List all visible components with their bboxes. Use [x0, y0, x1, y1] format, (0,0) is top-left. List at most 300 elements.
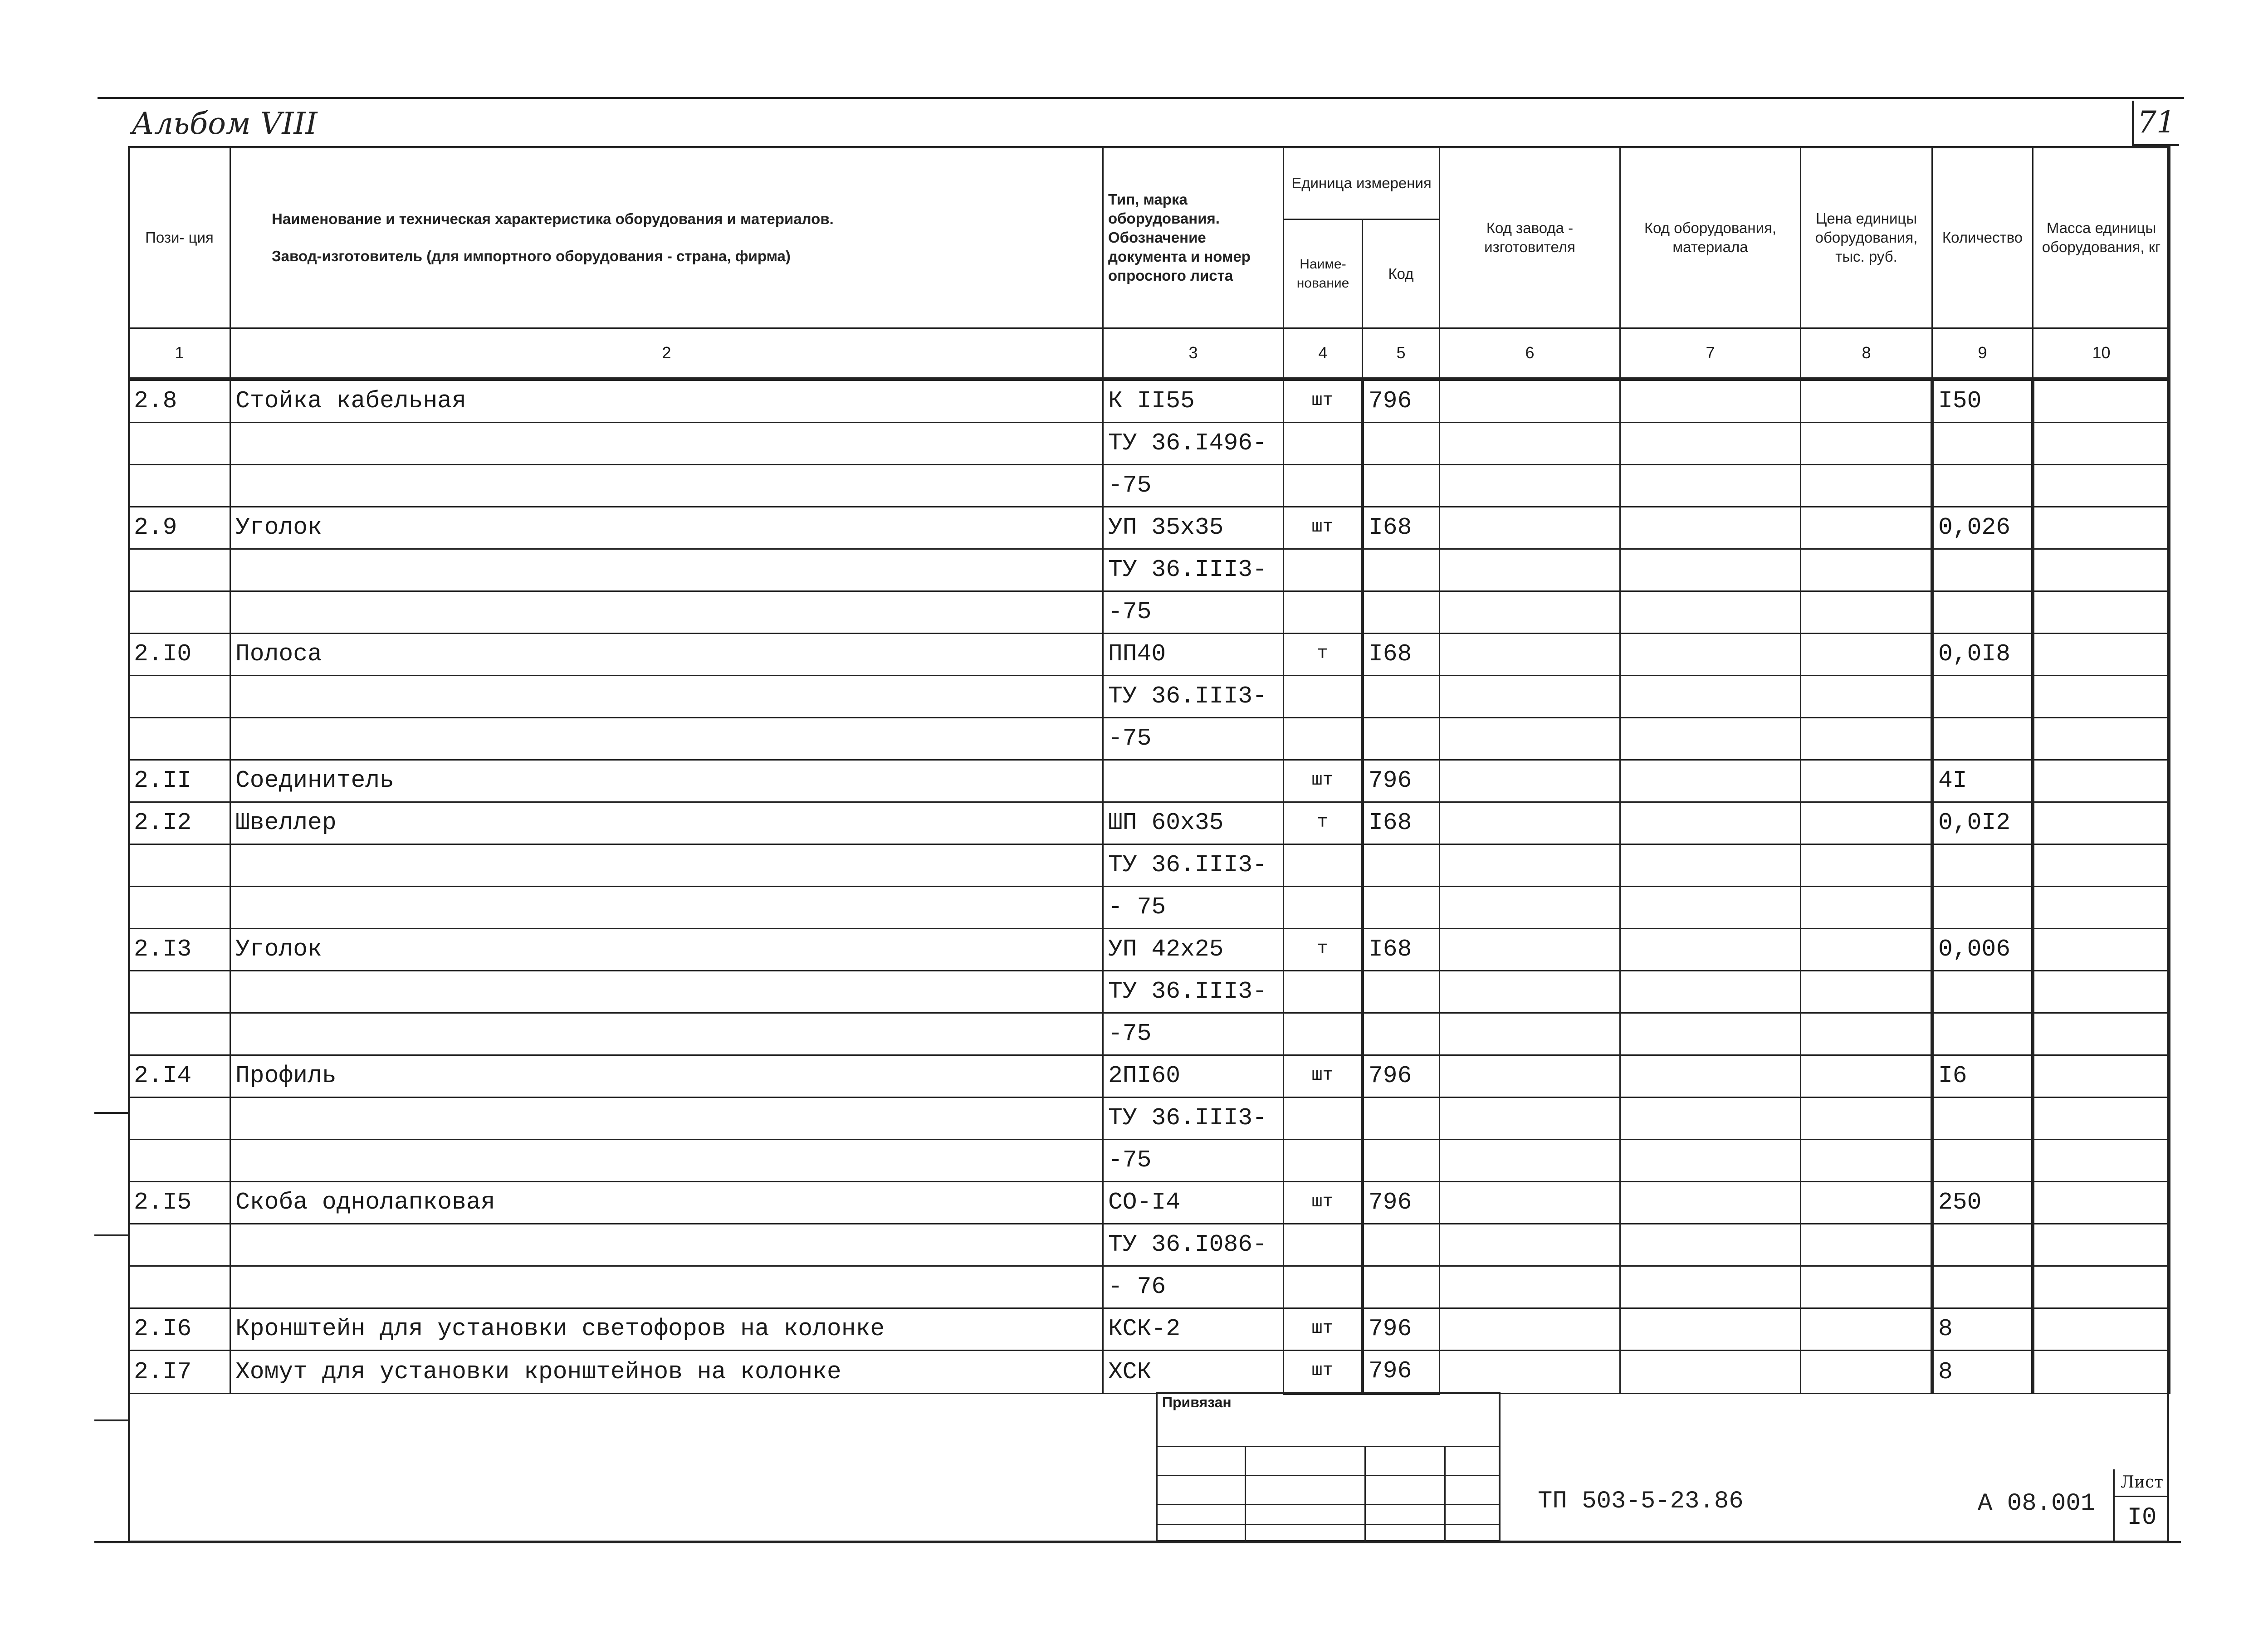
plant-code-cell: [1440, 760, 1620, 802]
unit-name-cell: [1284, 1097, 1363, 1139]
name-cell: [230, 591, 1103, 633]
sheet-value: I0: [2127, 1504, 2157, 1532]
name-cell: Соединитель: [230, 760, 1103, 802]
plant-code-cell: [1440, 1224, 1620, 1266]
name-cell: Уголок: [230, 928, 1103, 971]
specification-table: [128, 146, 2170, 1395]
unit-code-cell: [1363, 1097, 1440, 1139]
document-number: ТП 503-5-23.86: [1538, 1488, 1744, 1515]
equipment-code-cell: [1620, 591, 1801, 633]
unit-code-cell: 796: [1363, 1350, 1440, 1393]
mass-cell: [2033, 1350, 2170, 1393]
name-cell: Кронштейн для установки светофоров на колонке: [230, 1308, 1103, 1350]
equipment-code-cell: [1620, 549, 1801, 591]
table-row: [129, 1139, 2170, 1181]
position-cell: [129, 971, 230, 1013]
quantity-cell: [1932, 844, 2033, 886]
equipment-code-cell: [1620, 1350, 1801, 1393]
col-header-price: Цена единицы оборудования, тыс. руб.: [1801, 147, 1932, 328]
type-cell: -75: [1103, 1013, 1284, 1055]
margin-tick: [94, 1234, 128, 1236]
price-cell: [1801, 1055, 1932, 1097]
position-cell: 2.I6: [129, 1308, 230, 1350]
col-header-quantity: Количество: [1932, 147, 2033, 328]
sheet-number: 71: [2132, 101, 2179, 146]
unit-code-cell: I68: [1363, 507, 1440, 549]
position-cell: [129, 1266, 230, 1308]
plant-code-cell: [1440, 1097, 1620, 1139]
name-cell: Хомут для установки кронштейнов на колонке: [230, 1350, 1103, 1393]
col-header-unit: Единица измерения: [1284, 147, 1440, 219]
quantity-cell: I6: [1932, 1055, 2033, 1097]
unit-code-cell: [1363, 1013, 1440, 1055]
plant-code-cell: [1440, 507, 1620, 549]
price-cell: [1801, 1308, 1932, 1350]
mass-cell: [2033, 464, 2170, 507]
type-cell: -75: [1103, 591, 1284, 633]
mass-cell: [2033, 422, 2170, 464]
col-header-name-main: Наименование и техническая характеристика оборудования и материалов.: [272, 210, 834, 227]
plant-code-cell: [1440, 1266, 1620, 1308]
col-number: 5: [1363, 328, 1440, 379]
position-cell: 2.I3: [129, 928, 230, 971]
name-cell: [230, 1013, 1103, 1055]
unit-code-cell: 796: [1363, 379, 1440, 423]
position-cell: [129, 591, 230, 633]
col-number: 10: [2033, 328, 2170, 379]
position-cell: [129, 886, 230, 928]
type-cell: ТУ 36.III3-: [1103, 549, 1284, 591]
mass-cell: [2033, 928, 2170, 971]
unit-name-cell: [1284, 422, 1363, 464]
type-cell: -75: [1103, 464, 1284, 507]
table-row: [129, 464, 2170, 507]
equipment-code-cell: [1620, 928, 1801, 971]
unit-name-cell: т: [1284, 928, 1363, 971]
unit-name-cell: [1284, 1013, 1363, 1055]
unit-code-cell: 796: [1363, 1308, 1440, 1350]
quantity-cell: [1932, 1224, 2033, 1266]
stamp-frame: [1156, 1392, 1501, 1542]
unit-name-cell: т: [1284, 802, 1363, 844]
price-cell: [1801, 675, 1932, 717]
mass-cell: [2033, 1139, 2170, 1181]
position-cell: 2.I0: [129, 633, 230, 675]
position-cell: 2.I2: [129, 802, 230, 844]
position-cell: 2.I4: [129, 1055, 230, 1097]
price-cell: [1801, 1350, 1932, 1393]
type-cell: 2ПI60: [1103, 1055, 1284, 1097]
name-cell: [230, 464, 1103, 507]
unit-name-cell: [1284, 675, 1363, 717]
mass-cell: [2033, 507, 2170, 549]
col-number: 1: [129, 328, 230, 379]
name-cell: [230, 971, 1103, 1013]
sheet-label: Лист: [2115, 1469, 2169, 1497]
type-cell: ТУ 36.III3-: [1103, 844, 1284, 886]
specification-body: [129, 379, 2170, 1394]
type-cell: ТУ 36.III3-: [1103, 971, 1284, 1013]
unit-name-cell: [1284, 844, 1363, 886]
price-cell: [1801, 591, 1932, 633]
unit-code-cell: I68: [1363, 928, 1440, 971]
table-row: [129, 717, 2170, 760]
unit-code-cell: 796: [1363, 1181, 1440, 1224]
name-cell: Полоса: [230, 633, 1103, 675]
quantity-cell: [1932, 971, 2033, 1013]
position-cell: [129, 1013, 230, 1055]
quantity-cell: 0,0I8: [1932, 633, 2033, 675]
quantity-cell: [1932, 675, 2033, 717]
name-cell: [230, 886, 1103, 928]
plant-code-cell: [1440, 928, 1620, 971]
mass-cell: [2033, 633, 2170, 675]
plant-code-cell: [1440, 633, 1620, 675]
equipment-code-cell: [1620, 1308, 1801, 1350]
binding-stamp: [1156, 1392, 1501, 1542]
margin-tick: [94, 1112, 128, 1114]
unit-code-cell: [1363, 1139, 1440, 1181]
unit-name-cell: [1284, 717, 1363, 760]
plant-code-cell: [1440, 675, 1620, 717]
type-cell: УП 42х25: [1103, 928, 1284, 971]
unit-name-cell: [1284, 1224, 1363, 1266]
stamp-line: [1245, 1446, 1246, 1542]
equipment-code-cell: [1620, 1139, 1801, 1181]
name-cell: Уголок: [230, 507, 1103, 549]
plant-code-cell: [1440, 886, 1620, 928]
plant-code-cell: [1440, 379, 1620, 423]
col-header-mass: Масса единицы оборудования, кг: [2033, 147, 2170, 328]
plant-code-cell: [1440, 1181, 1620, 1224]
quantity-cell: [1932, 549, 2033, 591]
plant-code-cell: [1440, 1139, 1620, 1181]
equipment-code-cell: [1620, 422, 1801, 464]
margin-tick: [94, 1419, 128, 1421]
position-cell: [129, 422, 230, 464]
quantity-cell: 4I: [1932, 760, 2033, 802]
mass-cell: [2033, 1097, 2170, 1139]
quantity-cell: I50: [1932, 379, 2033, 423]
equipment-code-cell: [1620, 1181, 1801, 1224]
unit-name-cell: шт: [1284, 1181, 1363, 1224]
quantity-cell: [1932, 886, 2033, 928]
col-header-unit-code: Код: [1363, 219, 1440, 328]
price-cell: [1801, 1224, 1932, 1266]
col-number: 7: [1620, 328, 1801, 379]
position-cell: [129, 675, 230, 717]
plant-code-cell: [1440, 1013, 1620, 1055]
price-cell: [1801, 760, 1932, 802]
quantity-cell: [1932, 464, 2033, 507]
quantity-cell: [1932, 1266, 2033, 1308]
mass-cell: [2033, 760, 2170, 802]
name-cell: [230, 422, 1103, 464]
position-cell: [129, 717, 230, 760]
table-row: [129, 1181, 2170, 1224]
table-row: [129, 760, 2170, 802]
name-cell: Швеллер: [230, 802, 1103, 844]
unit-code-cell: [1363, 464, 1440, 507]
mass-cell: [2033, 886, 2170, 928]
price-cell: [1801, 1013, 1932, 1055]
col-header-name: [230, 147, 1103, 328]
unit-code-cell: [1363, 1224, 1440, 1266]
price-cell: [1801, 928, 1932, 971]
type-cell: КСК-2: [1103, 1308, 1284, 1350]
stamp-line: [1156, 1504, 1501, 1505]
quantity-cell: 250: [1932, 1181, 2033, 1224]
unit-code-cell: I68: [1363, 633, 1440, 675]
col-header-type: Тип, марка оборудования. Обозначение документа и номер опросного листа: [1103, 147, 1284, 328]
table-row: [129, 1097, 2170, 1139]
stamp-label: Привязан: [1162, 1394, 1232, 1410]
mass-cell: [2033, 717, 2170, 760]
mass-cell: [2033, 549, 2170, 591]
table-row: [129, 1055, 2170, 1097]
plant-code-cell: [1440, 971, 1620, 1013]
name-cell: [230, 1224, 1103, 1266]
mass-cell: [2033, 844, 2170, 886]
sheet-box: [2113, 1469, 2169, 1543]
quantity-cell: [1932, 717, 2033, 760]
equipment-code-cell: [1620, 760, 1801, 802]
quantity-cell: [1932, 422, 2033, 464]
equipment-code-cell: [1620, 1224, 1801, 1266]
col-number: 4: [1284, 328, 1363, 379]
unit-name-cell: шт: [1284, 1350, 1363, 1393]
mass-cell: [2033, 1055, 2170, 1097]
unit-code-cell: [1363, 591, 1440, 633]
unit-name-cell: [1284, 549, 1363, 591]
col-number: 8: [1801, 328, 1932, 379]
mass-cell: [2033, 1308, 2170, 1350]
col-number: 9: [1932, 328, 2033, 379]
table-row: [129, 1350, 2170, 1393]
quantity-cell: 0,006: [1932, 928, 2033, 971]
position-cell: [129, 1224, 230, 1266]
plant-code-cell: [1440, 802, 1620, 844]
stamp-line: [1156, 1475, 1501, 1476]
unit-name-cell: шт: [1284, 1055, 1363, 1097]
position-cell: 2.8: [129, 379, 230, 423]
quantity-cell: [1932, 1139, 2033, 1181]
name-cell: Скоба однолапковая: [230, 1181, 1103, 1224]
col-header-plant-code: Код завода - изготовителя: [1440, 147, 1620, 328]
equipment-code-cell: [1620, 1013, 1801, 1055]
type-cell: ТУ 36.I496-: [1103, 422, 1284, 464]
type-cell: СО-I4: [1103, 1181, 1284, 1224]
price-cell: [1801, 802, 1932, 844]
name-cell: [230, 1266, 1103, 1308]
position-cell: 2.I5: [129, 1181, 230, 1224]
top-rule: [98, 97, 2184, 99]
unit-name-cell: т: [1284, 633, 1363, 675]
table-row: [129, 1013, 2170, 1055]
equipment-code-cell: [1620, 1097, 1801, 1139]
type-cell: К II55: [1103, 379, 1284, 423]
equipment-code-cell: [1620, 717, 1801, 760]
name-cell: Стойка кабельная: [230, 379, 1103, 423]
name-cell: [230, 1139, 1103, 1181]
mass-cell: [2033, 971, 2170, 1013]
price-cell: [1801, 1181, 1932, 1224]
table-row: [129, 422, 2170, 464]
quantity-cell: 8: [1932, 1308, 2033, 1350]
name-cell: Профиль: [230, 1055, 1103, 1097]
price-cell: [1801, 422, 1932, 464]
unit-name-cell: [1284, 1266, 1363, 1308]
plant-code-cell: [1440, 1308, 1620, 1350]
price-cell: [1801, 379, 1932, 423]
quantity-cell: 8: [1932, 1350, 2033, 1393]
type-cell: - 76: [1103, 1266, 1284, 1308]
col-number: 2: [230, 328, 1103, 379]
unit-name-cell: шт: [1284, 379, 1363, 423]
mass-cell: [2033, 1266, 2170, 1308]
col-header-position: Пози- ция: [129, 147, 230, 328]
position-cell: [129, 1139, 230, 1181]
equipment-code-cell: [1620, 464, 1801, 507]
quantity-cell: [1932, 591, 2033, 633]
mass-cell: [2033, 1181, 2170, 1224]
table-row: [129, 549, 2170, 591]
document-code: А 08.001: [1978, 1490, 2096, 1517]
mass-cell: [2033, 591, 2170, 633]
unit-name-cell: шт: [1284, 760, 1363, 802]
table-row: [129, 928, 2170, 971]
equipment-code-cell: [1620, 844, 1801, 886]
name-cell: [230, 675, 1103, 717]
plant-code-cell: [1440, 549, 1620, 591]
quantity-cell: 0,026: [1932, 507, 2033, 549]
name-cell: [230, 1097, 1103, 1139]
mass-cell: [2033, 379, 2170, 423]
type-cell: ТУ 36.III3-: [1103, 675, 1284, 717]
type-cell: - 75: [1103, 886, 1284, 928]
unit-name-cell: [1284, 886, 1363, 928]
unit-code-cell: I68: [1363, 802, 1440, 844]
type-cell: [1103, 760, 1284, 802]
unit-code-cell: [1363, 549, 1440, 591]
equipment-code-cell: [1620, 507, 1801, 549]
plant-code-cell: [1440, 591, 1620, 633]
position-cell: 2.II: [129, 760, 230, 802]
equipment-code-cell: [1620, 379, 1801, 423]
type-cell: ХСК: [1103, 1350, 1284, 1393]
type-cell: -75: [1103, 1139, 1284, 1181]
price-cell: [1801, 633, 1932, 675]
equipment-code-cell: [1620, 971, 1801, 1013]
plant-code-cell: [1440, 1350, 1620, 1393]
unit-code-cell: [1363, 422, 1440, 464]
type-cell: ПП40: [1103, 633, 1284, 675]
name-cell: [230, 717, 1103, 760]
quantity-cell: [1932, 1097, 2033, 1139]
stamp-line: [1156, 1524, 1501, 1525]
table-row: [129, 379, 2170, 423]
stamp-line: [1156, 1446, 1501, 1447]
unit-name-cell: шт: [1284, 1308, 1363, 1350]
position-cell: [129, 549, 230, 591]
price-cell: [1801, 971, 1932, 1013]
table-row: [129, 633, 2170, 675]
unit-code-cell: [1363, 844, 1440, 886]
table-row: [129, 802, 2170, 844]
col-number: 6: [1440, 328, 1620, 379]
col-number: 3: [1103, 328, 1284, 379]
position-cell: 2.9: [129, 507, 230, 549]
plant-code-cell: [1440, 422, 1620, 464]
position-cell: 2.I7: [129, 1350, 230, 1393]
table-row: [129, 1308, 2170, 1350]
col-header-equipment-code: Код оборудования, материала: [1620, 147, 1801, 328]
position-cell: [129, 844, 230, 886]
price-cell: [1801, 844, 1932, 886]
unit-name-cell: шт: [1284, 507, 1363, 549]
equipment-code-cell: [1620, 1055, 1801, 1097]
position-cell: [129, 464, 230, 507]
mass-cell: [2033, 675, 2170, 717]
quantity-cell: 0,0I2: [1932, 802, 2033, 844]
table-row: [129, 591, 2170, 633]
album-title: Альбом VIII: [132, 106, 318, 141]
name-cell: [230, 844, 1103, 886]
stamp-line: [1364, 1446, 1366, 1542]
type-cell: УП 35х35: [1103, 507, 1284, 549]
table-row: [129, 971, 2170, 1013]
equipment-code-cell: [1620, 1266, 1801, 1308]
col-header-unit-name: Наиме-нование: [1284, 219, 1363, 328]
type-cell: ТУ 36.I086-: [1103, 1224, 1284, 1266]
mass-cell: [2033, 1224, 2170, 1266]
unit-code-cell: 796: [1363, 1055, 1440, 1097]
unit-code-cell: [1363, 1266, 1440, 1308]
unit-name-cell: [1284, 464, 1363, 507]
table-row: [129, 1266, 2170, 1308]
unit-name-cell: [1284, 971, 1363, 1013]
unit-name-cell: [1284, 1139, 1363, 1181]
name-cell: [230, 549, 1103, 591]
unit-name-cell: [1284, 591, 1363, 633]
table-row: [129, 844, 2170, 886]
type-cell: -75: [1103, 717, 1284, 760]
equipment-code-cell: [1620, 802, 1801, 844]
plant-code-cell: [1440, 844, 1620, 886]
price-cell: [1801, 1266, 1932, 1308]
stamp-line: [1444, 1446, 1446, 1542]
plant-code-cell: [1440, 717, 1620, 760]
col-header-name-sub: Завод-изготовитель (для импортного оборудования - страна, фирма): [272, 247, 791, 264]
bottom-rule: [94, 1541, 2181, 1543]
type-cell: ШП 60х35: [1103, 802, 1284, 844]
price-cell: [1801, 1139, 1932, 1181]
unit-code-cell: [1363, 886, 1440, 928]
position-cell: [129, 1097, 230, 1139]
mass-cell: [2033, 802, 2170, 844]
price-cell: [1801, 1097, 1932, 1139]
mass-cell: [2033, 1013, 2170, 1055]
unit-code-cell: [1363, 675, 1440, 717]
price-cell: [1801, 549, 1932, 591]
unit-code-cell: [1363, 971, 1440, 1013]
table-row: [129, 1224, 2170, 1266]
equipment-code-cell: [1620, 886, 1801, 928]
equipment-code-cell: [1620, 675, 1801, 717]
price-cell: [1801, 464, 1932, 507]
table-row: [129, 886, 2170, 928]
price-cell: [1801, 717, 1932, 760]
